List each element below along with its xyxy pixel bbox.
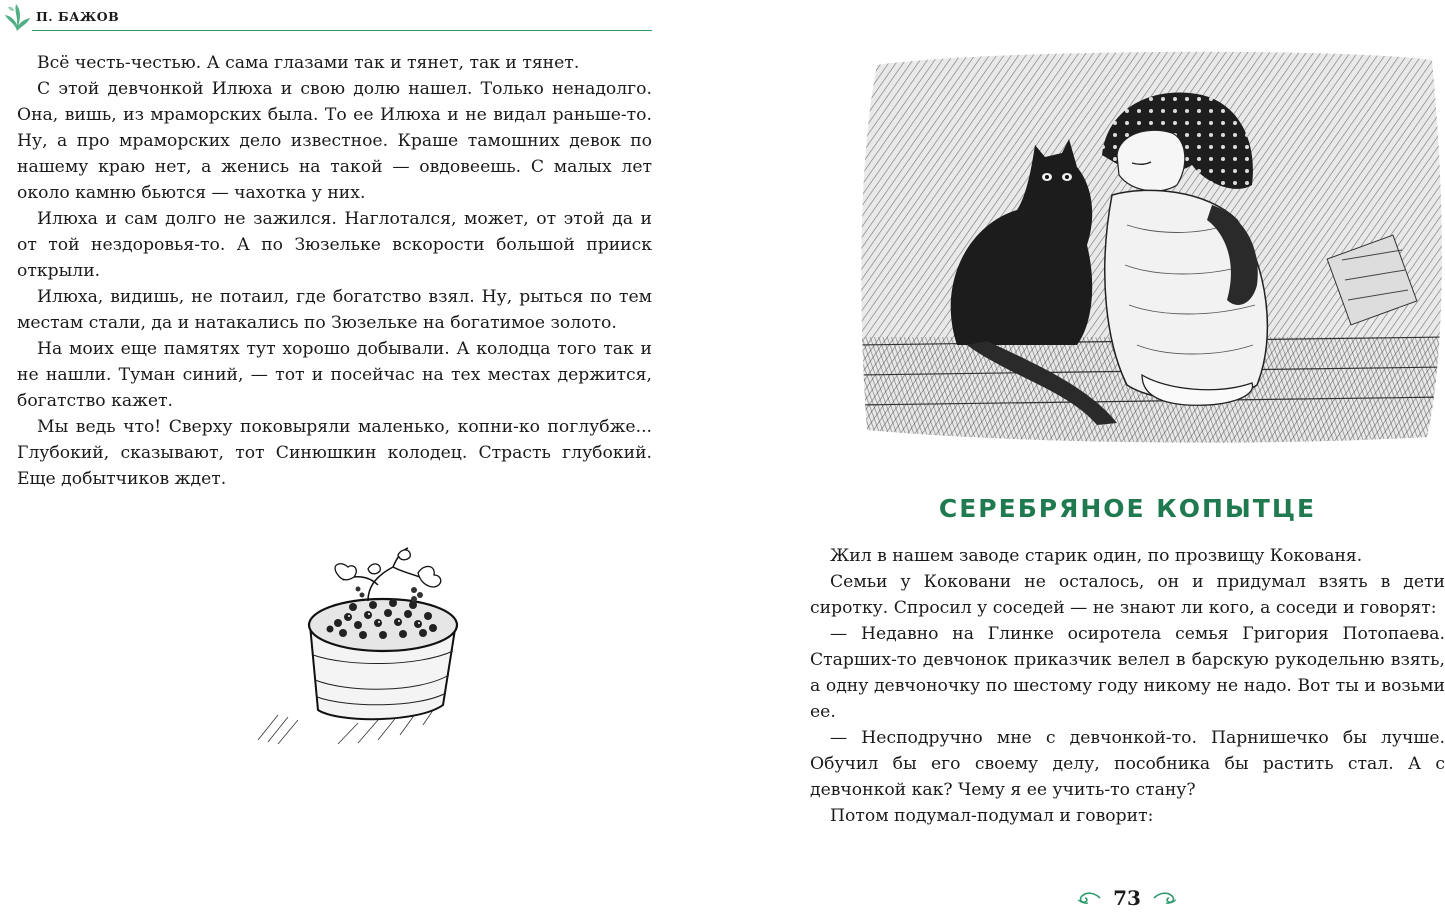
- right-page: [722, 0, 1445, 911]
- paragraph: Семьи у Коковани не осталось, он и придумал взять в дети сиротку. Спросил у соседей — не знают ли кого, а соседи и говорят:: [810, 572, 1445, 618]
- paragraph: На моих еще памятях тут хорошо добывали. А колодца того так и не нашли. Туман синий, — тот и посейчас на тех местах держится, богатство кажет.: [17, 339, 652, 411]
- left-text-block: [17, 50, 652, 492]
- leaf-ornament-icon: [2, 1, 32, 33]
- paragraph: С этой девчонкой Илюха и свою долю нашел. Только ненадолго. Она, вишь, из мраморских была. То ее Илюха и не видал раньше-то. Ну, а про мраморских дело известное. Краше тамошних девок по нашему краю нет, а женись на такой — овдовеешь. С малых лет около камню бьются — чахотка у них.: [17, 79, 652, 203]
- right-text-block: [810, 543, 1445, 829]
- paragraph: — Несподручно мне с девчонкой-то. Парнишечко бы лучше. Обучил бы его своему делу, пособника бы растить стал. А с девчонкой как? Чему я ее учить-то стану?: [810, 728, 1445, 800]
- paragraph: Илюха и сам долго не зажился. Наглотался, может, от этой да и от той нездоровья-то. А по Зюзельке вскорости большой прииск открыли.: [17, 209, 652, 281]
- right-swirl-icon: [1152, 890, 1178, 906]
- paragraph: Потом подумал-подумал и говорит:: [830, 806, 1154, 826]
- running-header: [0, 0, 652, 32]
- left-page: [0, 0, 722, 911]
- berry-bowl-illustration: [218, 545, 468, 745]
- page-number: 73: [1113, 886, 1141, 910]
- girl-with-cat-illustration: [857, 45, 1445, 445]
- page-footer: [1072, 884, 1182, 912]
- author-name: П. БАЖОВ: [36, 9, 120, 24]
- paragraph: Жил в нашем заводе старик один, по прозвищу Кокованя.: [830, 546, 1363, 566]
- story-title: СЕРЕБРЯНОЕ КОПЫТЦЕ: [938, 494, 1317, 523]
- paragraph: Всё честь-честью. А сама глазами так и тянет, так и тянет.: [37, 53, 580, 73]
- paragraph: Мы ведь что! Сверху поковыряли маленько, копни-ко поглубже... Глубокий, сказывают, тот Синюшкин колодец. Страсть глубокий. Еще добытчиков ждет.: [17, 417, 652, 489]
- paragraph: Илюха, видишь, не потаил, где богатство взял. Ну, рыться по тем местам стали, да и натакались по Зюзельке на богатимое золото.: [17, 287, 652, 333]
- header-rule: [32, 30, 652, 31]
- paragraph: — Недавно на Глинке осиротела семья Григория Потопаева. Старших-то девчонок приказчик велел в барскую рукодельню взять, а одну девчоночку по шестому году никому не надо. Вот ты и возьми ее.: [810, 624, 1445, 722]
